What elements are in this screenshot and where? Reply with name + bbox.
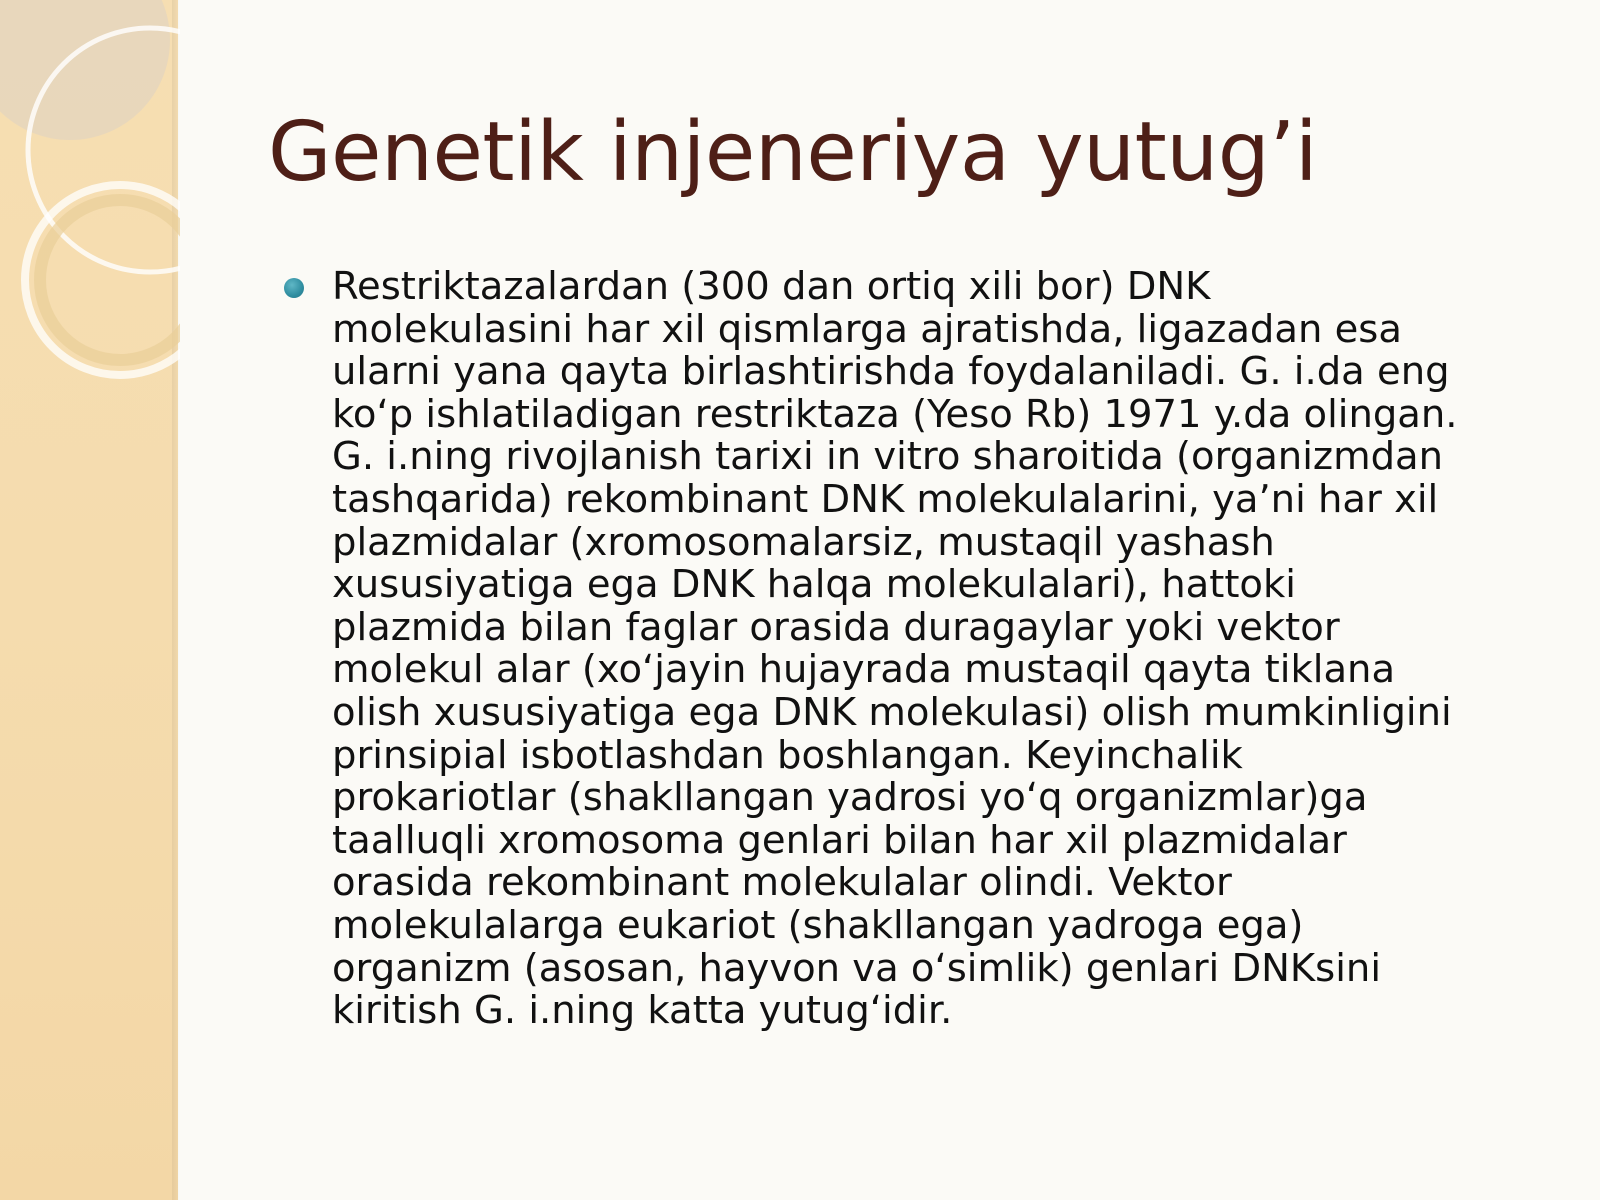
slide-title: Genetik injeneriya yutug’i bbox=[268, 105, 1318, 200]
deco-ring-medium-inner bbox=[40, 200, 180, 360]
bullet-dot-icon bbox=[284, 278, 304, 298]
decorative-rings bbox=[0, 0, 180, 420]
bullet-item bbox=[332, 266, 1572, 1033]
deco-circle-top bbox=[0, 0, 170, 140]
bullet-list bbox=[332, 266, 1572, 1033]
bullet-text: Restriktazalardan (300 dan ortiq xili bor) DNK molekulasini har xil qismlarga ajratishda, ligazadan esa ularni yana qayta birlashtirishda foydalaniladi. G. i.da eng ko‘p ishlatiladigan restriktaza (Yeso Rb) 1971 y.da olingan. G. i.ning rivojlanish tarixi in vitro sharoitida (organizmdan tashqarida) rekombinant DNK molekulalarini, ya’ni har xil plazmidalar (xromosomalarsiz, mustaqil yashash xususiyatiga ega DNK halqa molekulalari), hattoki plazmida bilan faglar orasida duragaylar yoki vektor molekul alar (xo‘jayin hujayrada mustaqil qayta tiklana olish xususiyatiga ega DNK molekulasi) olish mumkinligini prinsipial isbotlashdan boshlangan. Keyinchalik prokariotlar (shakllangan yadrosi yo‘q organizmlar)ga taalluqli xromosoma genlari bilan har xil plazmidalar orasida rekombinant molekulalar olindi. Vektor molekulalarga eukariot (shakllangan yadroga ega) organizm (asosan, hayvon va o‘simlik) genlari DNKsini kiritish G. i.ning katta yutug‘idir. bbox=[332, 264, 1458, 1034]
